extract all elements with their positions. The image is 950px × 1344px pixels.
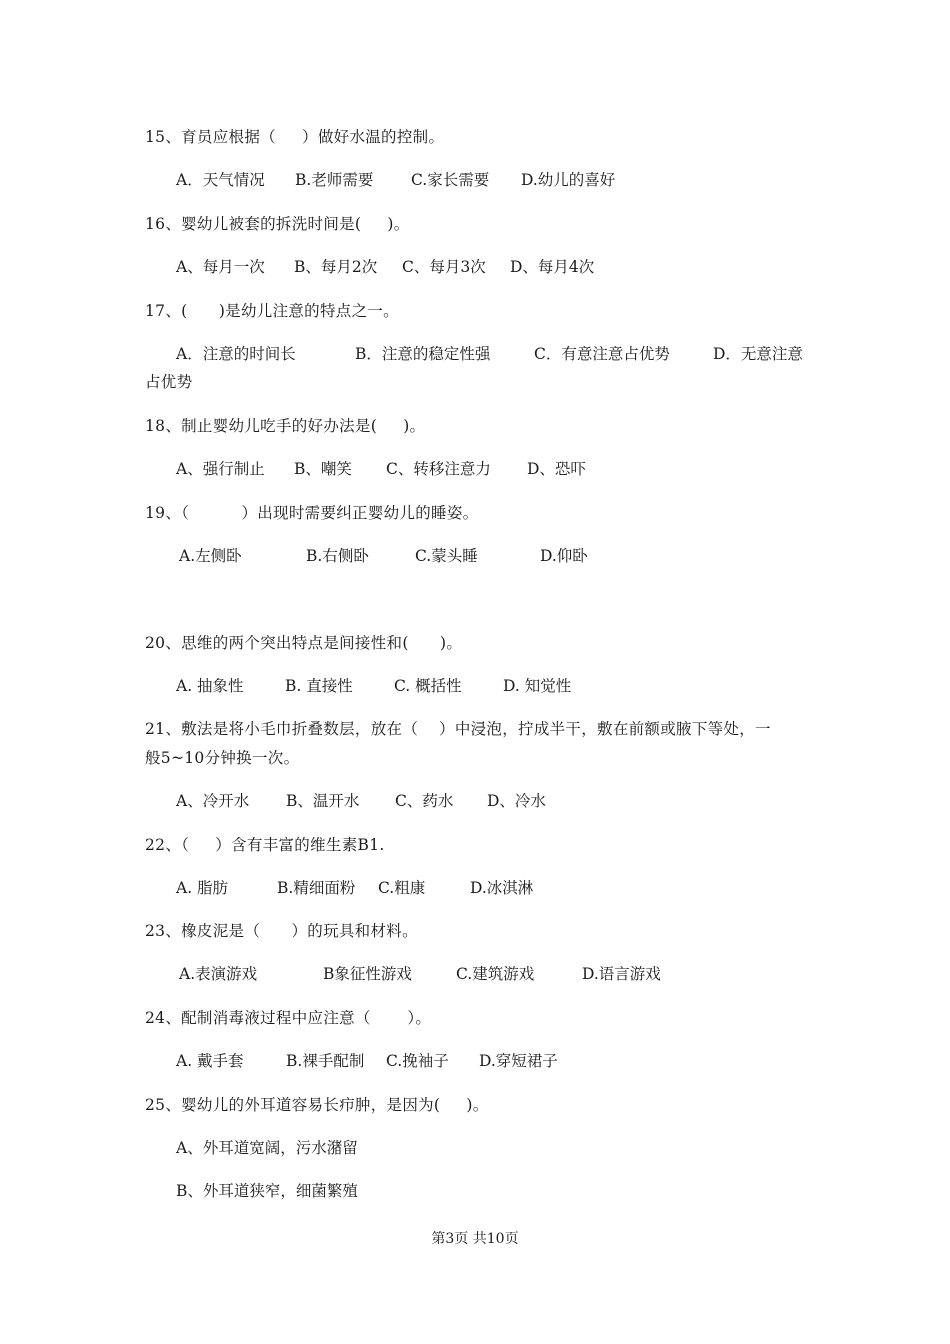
question-stem: 22、（ ）含有丰富的维生素B1. (145, 836, 385, 854)
option: A．注意的时间长 (176, 345, 296, 363)
option: D、恐吓 (527, 460, 586, 478)
option: B、温开水 (286, 792, 360, 810)
option: B．注意的稳定性强 (355, 345, 491, 363)
option: D.冰淇淋 (470, 879, 534, 897)
option: A、每月一次 (176, 258, 265, 276)
option-continuation: 占优势 (145, 373, 193, 391)
option: D、每月4次 (510, 258, 595, 276)
page-footer: 第3页 共10页 (431, 1231, 519, 1247)
option: C.家长需要 (411, 171, 490, 189)
option: C．有意注意占优势 (534, 345, 670, 363)
question-stem-continuation: 般5~10分钟换一次。 (145, 749, 300, 767)
question-stem: 16、婴幼儿被套的拆洗时间是( )。 (145, 215, 410, 233)
option: C.粗康 (378, 879, 426, 897)
question-stem: 18、制止婴幼儿吃手的好办法是( )。 (145, 417, 426, 435)
option: B. 直接性 (285, 677, 353, 695)
question-stem: 20、思维的两个突出特点是间接性和( )。 (145, 634, 463, 652)
option: B、外耳道狭窄，细菌繁殖 (176, 1182, 358, 1200)
option: B、嘲笑 (294, 460, 352, 478)
option: A. 戴手套 (176, 1052, 244, 1070)
option: D. 知觉性 (503, 677, 572, 695)
option: C.蒙头睡 (415, 547, 478, 565)
option: A．天气情况 (176, 171, 265, 189)
option: B.精细面粉 (277, 879, 356, 897)
option: A、强行制止 (176, 460, 265, 478)
option: B.老师需要 (295, 171, 374, 189)
option: C、每月3次 (402, 258, 486, 276)
option: B.右侧卧 (306, 547, 369, 565)
option: D.语言游戏 (582, 965, 661, 983)
option: C. 概括性 (394, 677, 462, 695)
question-stem: 21、敷法是将小毛巾折叠数层，放在（ ）中浸泡，拧成半干，敷在前额或腋下等处，一 (145, 720, 771, 738)
option: D．无意注意 (713, 345, 803, 363)
option: D.仰卧 (540, 547, 588, 565)
option: D.穿短裙子 (479, 1052, 558, 1070)
question-stem: 19、（ ）出现时需要纠正婴幼儿的睡姿。 (145, 504, 479, 522)
option: C.挽袖子 (386, 1052, 449, 1070)
option: B.裸手配制 (286, 1052, 365, 1070)
question-stem: 15、育员应根据（ ）做好水温的控制。 (145, 128, 445, 146)
option: A.左侧卧 (179, 547, 242, 565)
option: D、冷水 (487, 792, 546, 810)
option: C、药水 (395, 792, 454, 810)
question-stem: 25、婴幼儿的外耳道容易长疖肿，是因为( )。 (145, 1096, 489, 1114)
option: A、外耳道宽阔，污水潴留 (176, 1139, 358, 1157)
option: A. 脂肪 (176, 879, 229, 897)
option: C、转移注意力 (386, 460, 491, 478)
option: A. 抽象性 (176, 677, 244, 695)
option: B、每月2次 (294, 258, 378, 276)
option: B象征性游戏 (323, 965, 412, 983)
option: D.幼儿的喜好 (521, 171, 616, 189)
option: A、冷开水 (176, 792, 250, 810)
option: A.表演游戏 (179, 965, 258, 983)
option: C.建筑游戏 (456, 965, 535, 983)
question-stem: 17、( )是幼儿注意的特点之一。 (145, 302, 399, 320)
question-stem: 23、橡皮泥是（ ）的玩具和材料。 (145, 922, 418, 940)
question-stem: 24、配制消毒液过程中应注意（ ）。 (145, 1009, 432, 1027)
